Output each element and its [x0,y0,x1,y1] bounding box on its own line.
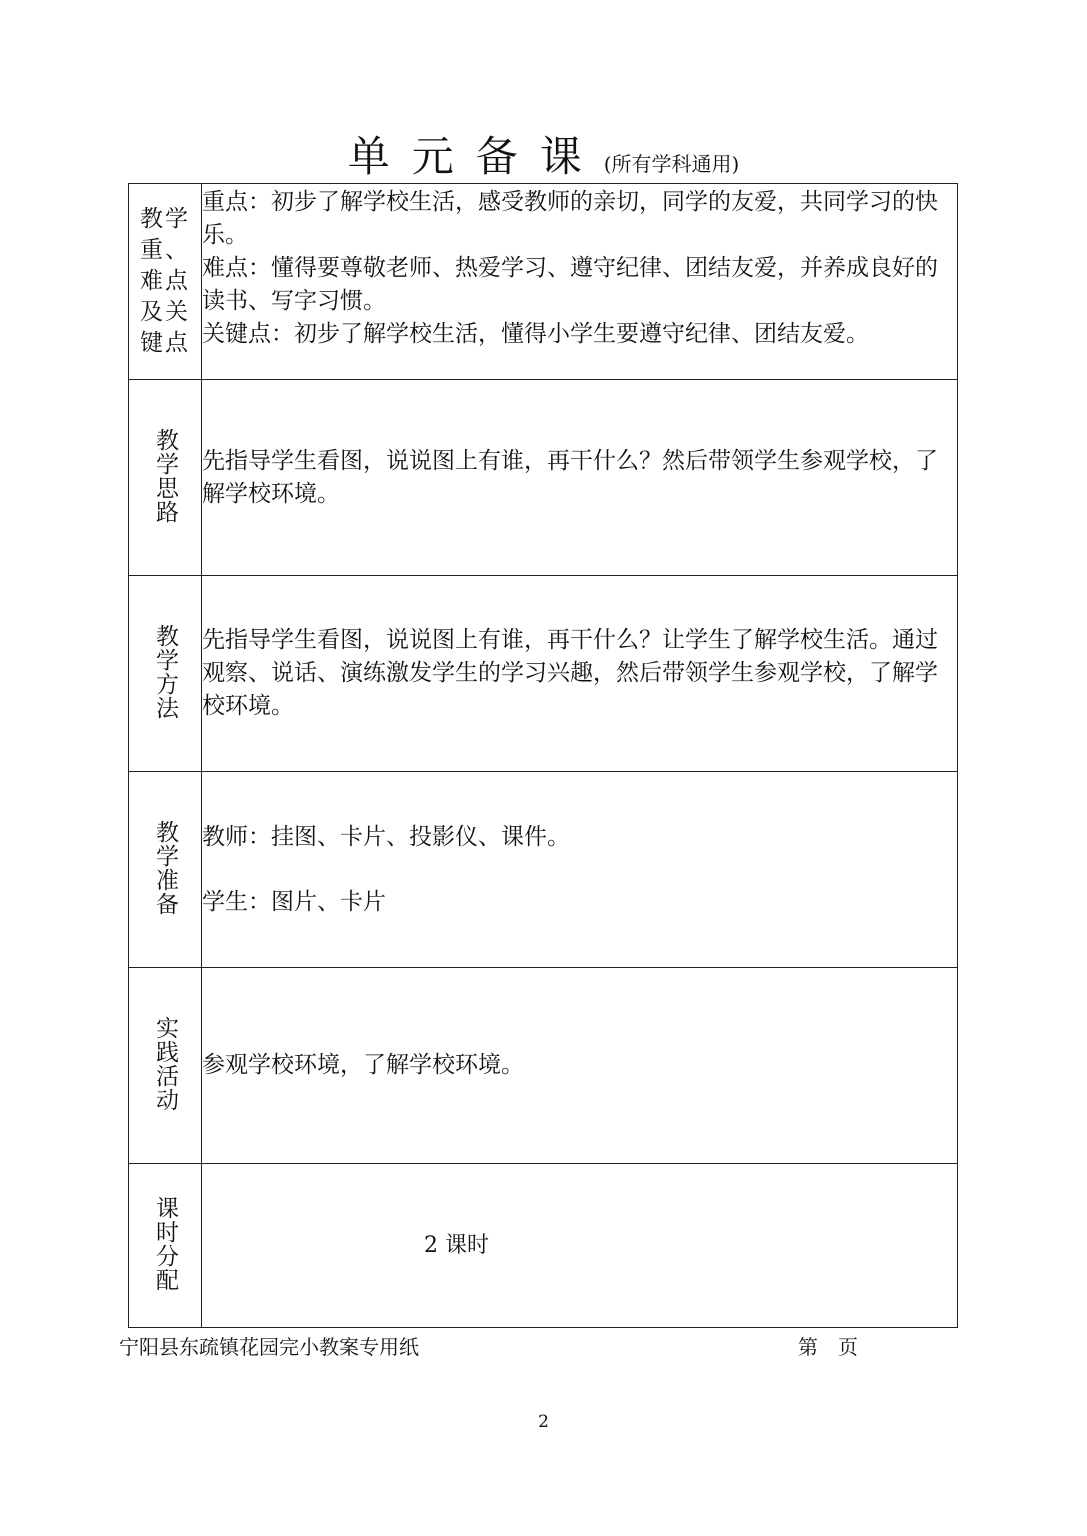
row-label-cell [129,576,202,772]
title-note: (所有学科通用) [603,152,740,176]
footer-page-label: 第 页 [798,1335,858,1359]
row-content-cell [202,380,958,576]
title-main: 单元备课 [347,132,604,181]
row-label: 教学方法 [152,623,178,720]
class-hours-text: 2 课时 [424,1233,489,1258]
table-row-teaching-approach [129,380,958,576]
lesson-plan-table [128,183,958,1328]
table-row-practice-activity [129,968,958,1164]
table-row-teaching-method [129,576,958,772]
footer-school-name: 宁阳县东疏镇花园完小教案专用纸 [119,1335,419,1359]
approach-text: 先指导学生看图，说说图上有谁，再干什么？然后带领学生参观学校，了解学校环境。 [202,447,938,507]
row-label: 课时分配 [152,1195,178,1292]
document-title [0,124,1087,184]
student-preparation-text: 学生：图片、卡片 [202,888,386,915]
critical-point-text: 关键点：初步了解学校生活，懂得小学生要遵守纪律、团结友爱。 [202,321,869,347]
row-content-cell [202,1164,958,1328]
table-row-preparation [129,772,958,968]
teacher-preparation-text: 教师：挂图、卡片、投影仪、课件。 [202,823,570,850]
row-label: 实践活动 [152,1015,178,1112]
row-content-cell [202,184,958,380]
row-label: 教学重、难点及关键点 [140,206,190,356]
row-label-cell [129,184,202,380]
row-label: 教学准备 [152,819,178,916]
row-label-cell [129,1164,202,1328]
row-content-cell [202,968,958,1164]
row-label-cell [129,380,202,576]
difficult-point-text: 难点：懂得要尊敬老师、热爱学习、遵守纪律、团结友爱，并养成良好的读书、写字习惯。 [202,255,938,314]
row-label-cell [129,968,202,1164]
table-row-key-points [129,184,958,380]
method-text: 先指导学生看图，说说图上有谁，再干什么？让学生了解学校生活。通过观察、说话、演练激发学生的学习兴趣，然后带领学生参观学校，了解学校环境。 [202,627,938,719]
table-row-class-hours [129,1164,958,1328]
row-label-cell [129,772,202,968]
key-point-text: 重点：初步了解学校生活，感受教师的亲切，同学的友爱，共同学习的快乐。 [202,189,938,248]
paragraph-gap [202,854,957,886]
row-content-cell [202,576,958,772]
page-number: 2 [538,1412,549,1432]
row-content-cell [202,772,958,968]
row-label: 教学思路 [152,427,178,524]
activity-text: 参观学校环境，了解学校环境。 [202,1052,524,1078]
